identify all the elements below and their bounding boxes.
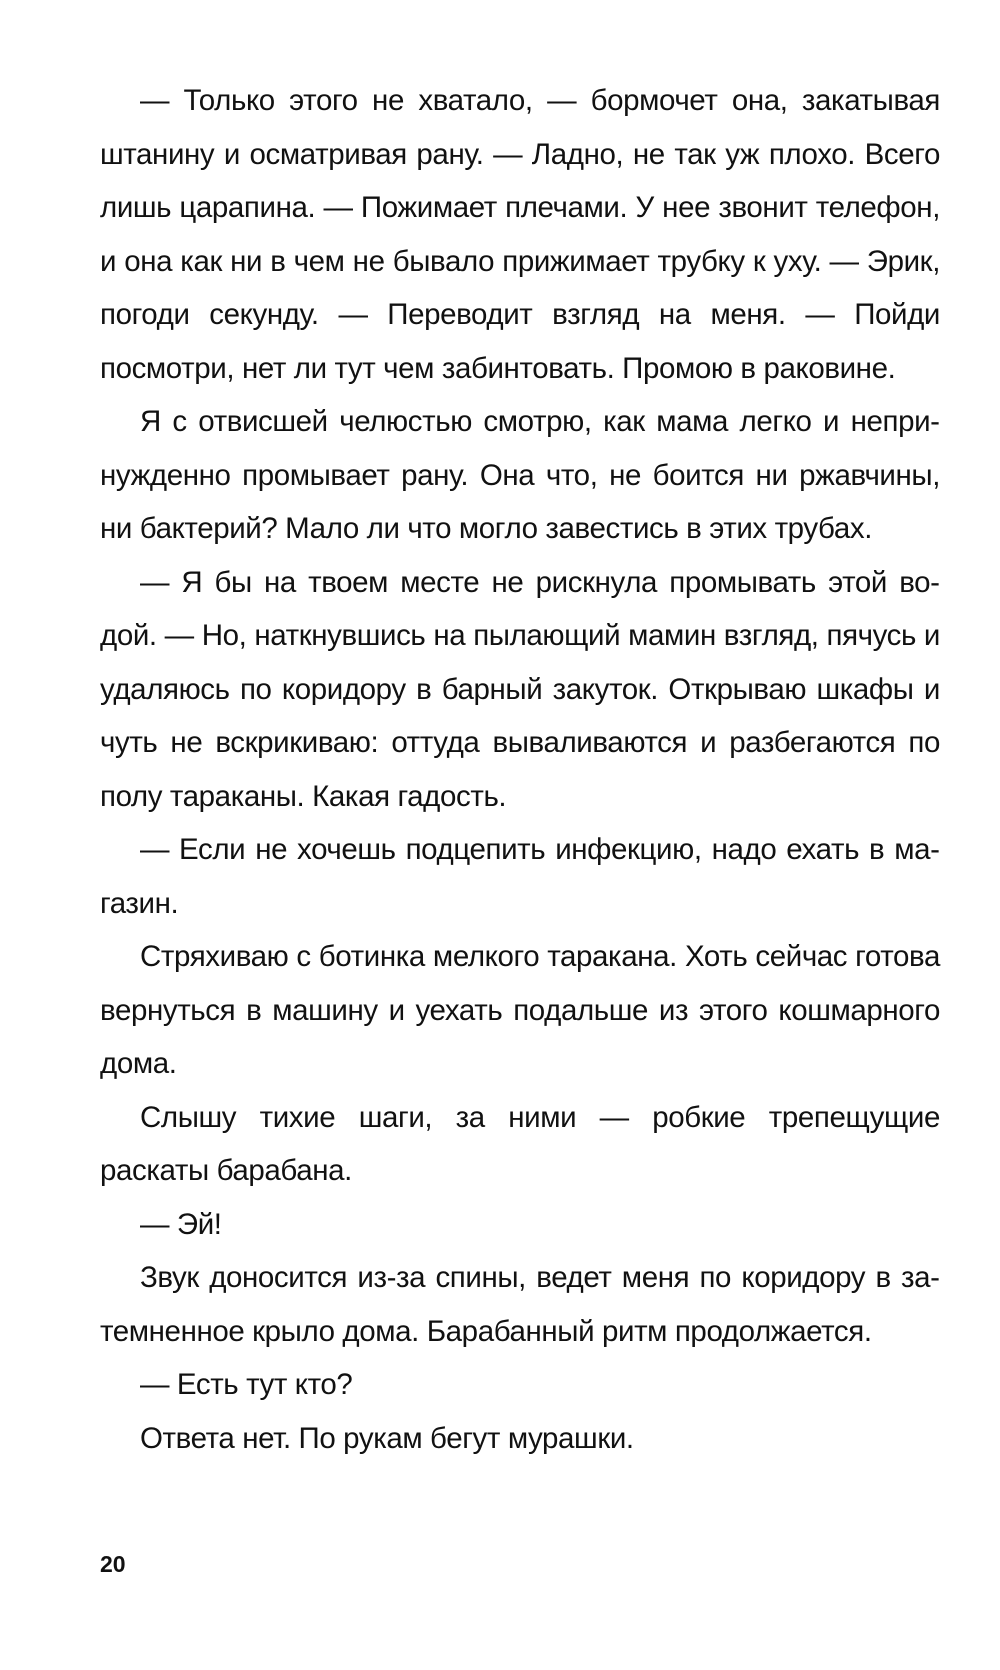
paragraph: Слышу тихие шаги, за ними — робкие трепещущие раскаты барабана. [100, 1100, 940, 1187]
body-text [100, 74, 940, 1465]
paragraph: — Только этого не хватало, — бормочет она, закатывая штанину и осматривая рану. — Ладно, не так уж плохо. Всего лишь царапина. — Пожимает плечами. У нее звонит телефон, и она как ни в чем не бывало прижимает трубку к уху. — Эрик, погоди секунду. — Переводит взгляд на меня. — Пойди посмотри, нет ли тут чем забинтовать. Промою в раковине. [100, 84, 940, 385]
paragraph: Стряхиваю с ботинка мелкого таракана. Хоть сейчас готова вернуться в машину и уехать подальше из этого кошмарного дома. [100, 940, 940, 1080]
paragraph: Я с отвисшей челюстью смотрю, как мама легко и непринужденно промывает рану. Она что, не боится ни ржавчины, ни бактерий? Мало ли что могло завестись в этих трубах. [100, 405, 940, 545]
paragraph: — Я бы на твоем месте не рискнула промывать этой водой. — Но, наткнувшись на пылающий мамин взгляд, пячусь и удаляюсь по коридору в барный закуток. Открываю шкафы и чуть не вскрикиваю: оттуда вываливаются и разбегаются по полу тараканы. Какая гадость. [100, 565, 940, 813]
paragraph: — Эй! [140, 1207, 222, 1241]
paragraph: — Есть тут кто? [140, 1368, 353, 1401]
paragraph: Звук доносится из-за спины, ведет меня по коридору в затемненное крыло дома. Барабанный ритм продолжается. [100, 1261, 940, 1348]
paragraph: — Если не хочешь подцепить инфекцию, надо ехать в магазин. [100, 833, 940, 920]
paragraph: Ответа нет. По рукам бегут мурашки. [140, 1421, 634, 1455]
page-number: 20 [100, 1551, 126, 1577]
